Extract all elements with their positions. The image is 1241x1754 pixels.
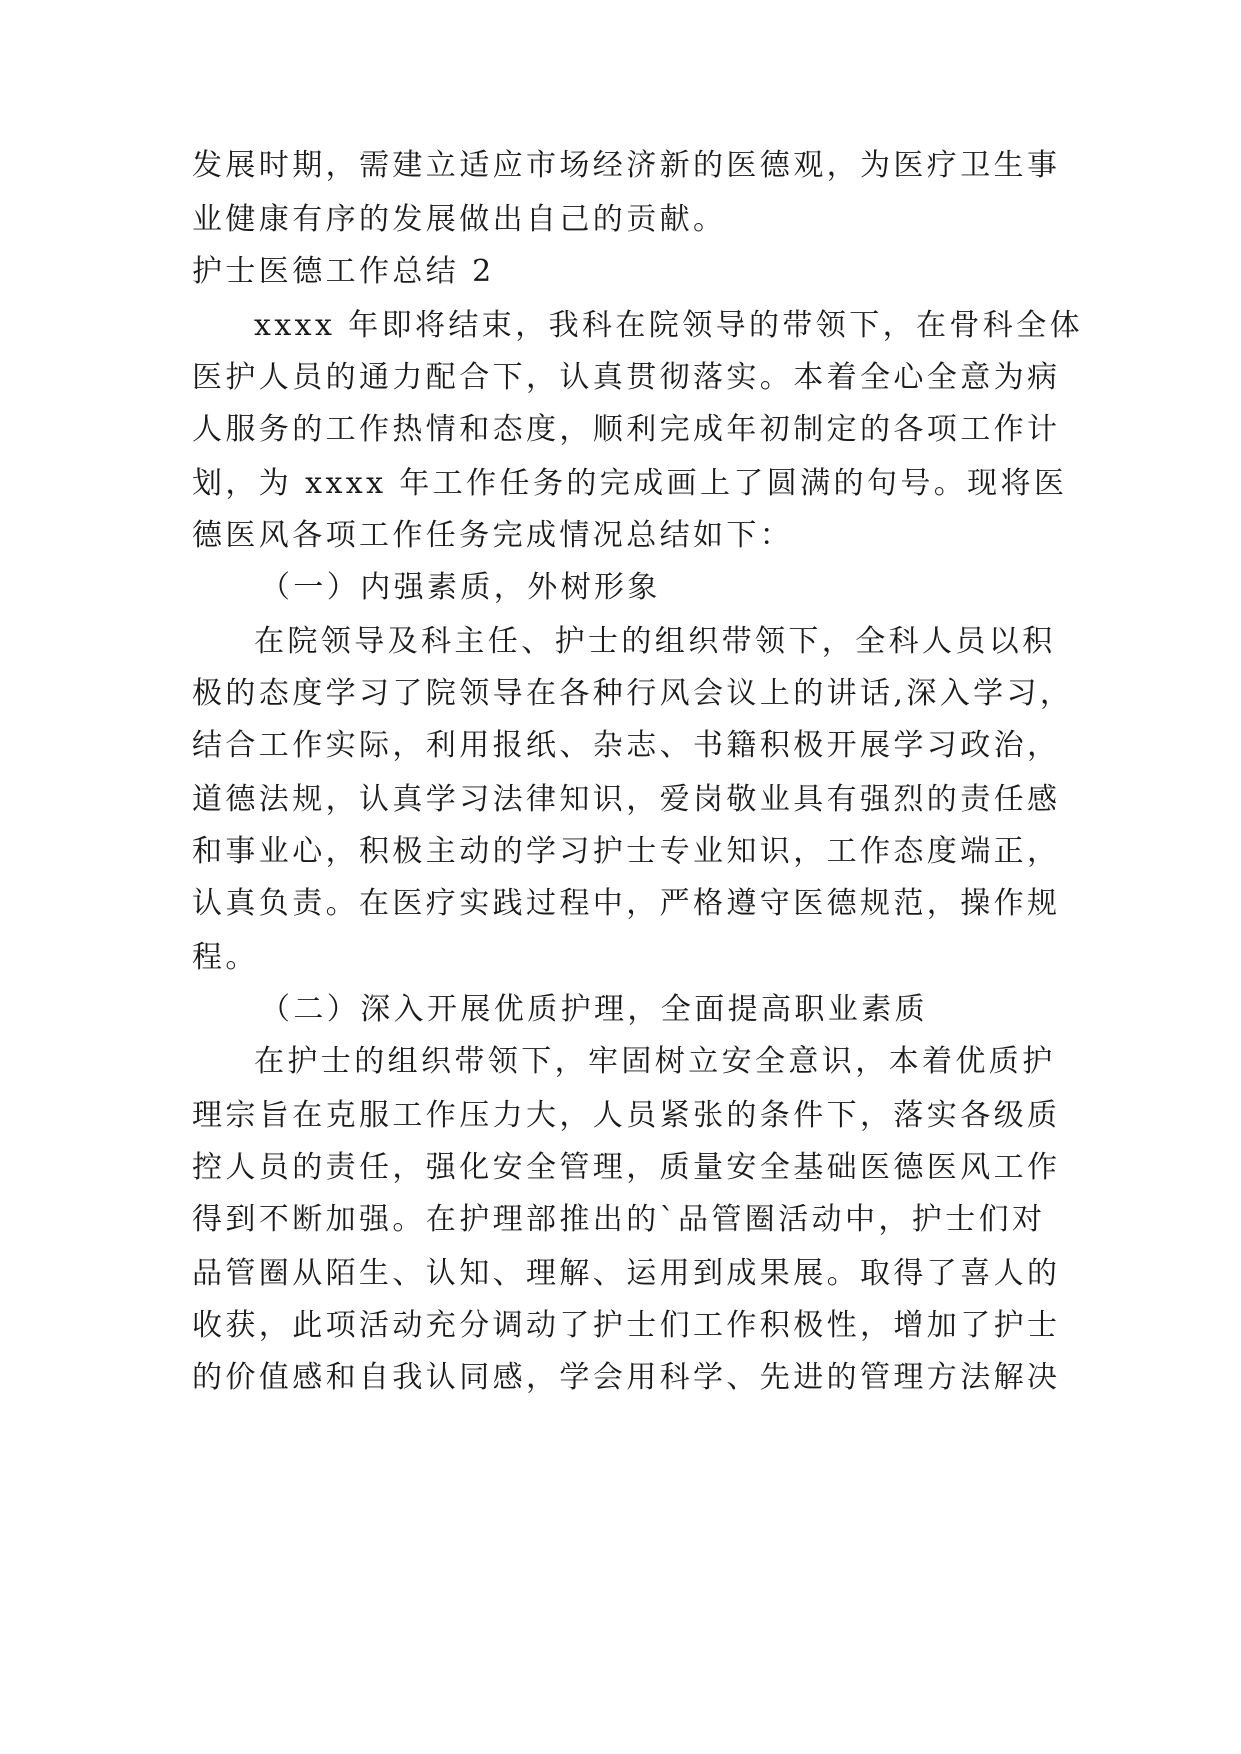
paragraph-line: 和事业心，积极主动的学习护士专业知识，工作态度端正， bbox=[192, 834, 1061, 869]
paragraph-line: 得到不断加强。在护理部推出的`品管圈活动中，护士们对 bbox=[192, 1202, 1046, 1237]
paragraph-line: 品管圈从陌生、认知、理解、运用到成果展。取得了喜人的 bbox=[192, 1256, 1061, 1291]
paragraph-line: 极的态度学习了院领导在各种行风会议上的讲话,深入学习， bbox=[192, 676, 1074, 711]
subheading: （二）深入开展优质护理，全面提高职业素质 bbox=[260, 992, 928, 1027]
paragraph-line: 在院领导及科主任、护士的组织带领下，全科人员以积 bbox=[254, 624, 1056, 659]
subheading: （一）内强素质，外树形象 bbox=[260, 570, 661, 605]
paragraph-line: 划，为 xxxx 年工作任务的完成画上了圆满的句号。现将医 bbox=[192, 466, 1068, 501]
paragraph-line: 发展时期，需建立适应市场经济新的医德观，为医疗卫生事 bbox=[192, 148, 1061, 183]
paragraph-line: 道德法规，认真学习法律知识，爱岗敬业具有强烈的责任感 bbox=[192, 782, 1061, 817]
paragraph-line: 认真负责。在医疗实践过程中，严格遵守医德规范，操作规 bbox=[192, 886, 1061, 921]
paragraph-line: 收获，此项活动充分调动了护士们工作积极性，增加了护士 bbox=[192, 1308, 1061, 1343]
paragraph-line: 医护人员的通力配合下，认真贯彻落实。本着全心全意为病 bbox=[192, 360, 1061, 395]
section-title: 护士医德工作总结 2 bbox=[192, 254, 495, 289]
paragraph-line: 在护士的组织带领下，牢固树立安全意识，本着优质护 bbox=[254, 1044, 1056, 1079]
paragraph-line: 的价值感和自我认同感，学会用科学、先进的管理方法解决 bbox=[192, 1360, 1061, 1395]
paragraph-line: 控人员的责任，强化安全管理，质量安全基础医德医风工作 bbox=[192, 1150, 1061, 1185]
paragraph-line: xxxx 年即将结束，我科在院领导的带领下，在骨科全体 bbox=[254, 308, 1084, 343]
paragraph-line: 德医风各项工作任务完成情况总结如下： bbox=[192, 518, 794, 553]
paragraph-line: 结合工作实际，利用报纸、杂志、书籍积极开展学习政治， bbox=[192, 728, 1061, 763]
paragraph-line: 业健康有序的发展做出自己的贡献。 bbox=[192, 202, 727, 237]
paragraph-line: 人服务的工作热情和态度，顺利完成年初制定的各项工作计 bbox=[192, 412, 1061, 447]
paragraph-line: 程。 bbox=[192, 940, 259, 975]
paragraph-line: 理宗旨在克服工作压力大，人员紧张的条件下，落实各级质 bbox=[192, 1098, 1061, 1133]
